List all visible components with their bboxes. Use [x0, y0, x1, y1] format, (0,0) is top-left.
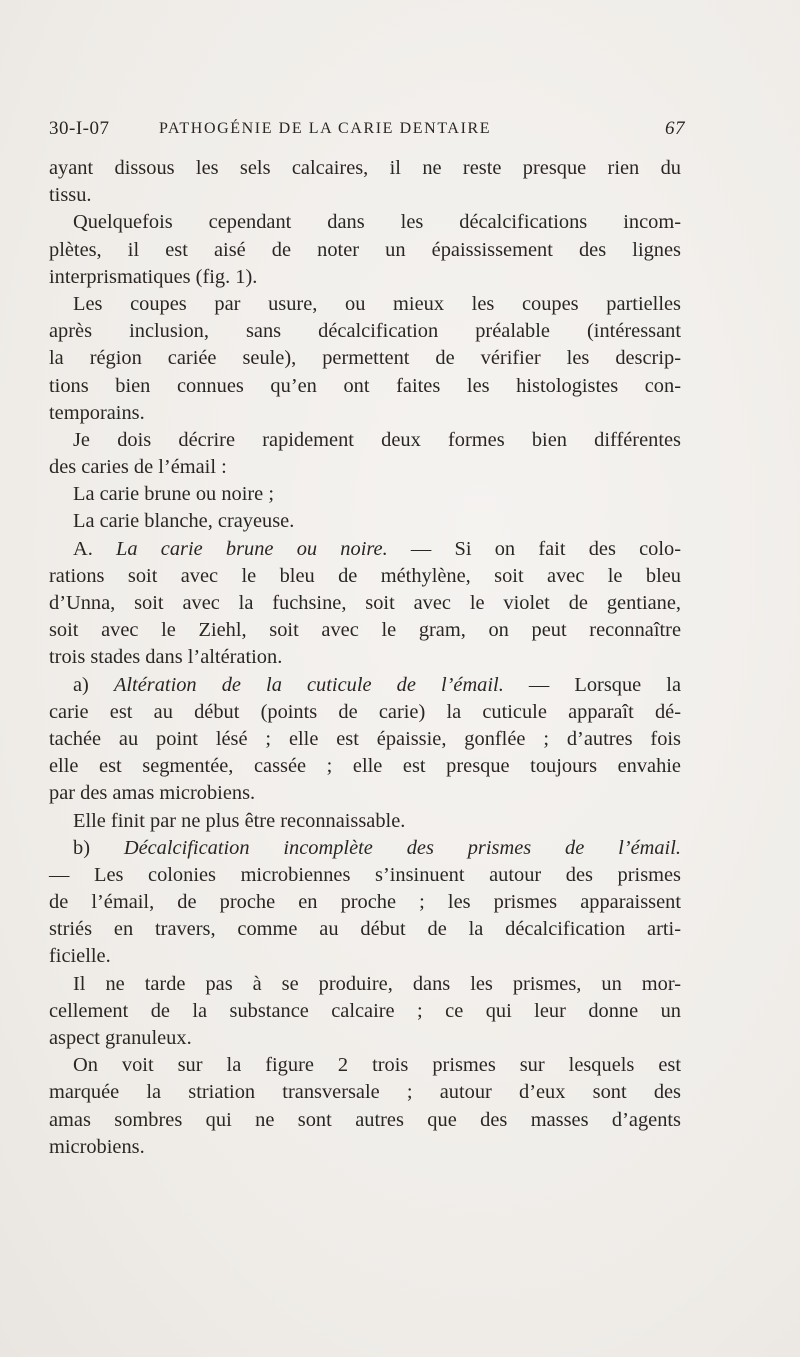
text-line	[49, 835, 681, 862]
text-line	[49, 536, 681, 563]
section-heading-italic: Altération de la cuticule de l’émail.	[113, 673, 504, 696]
text-line: des caries de l’émail :	[49, 456, 227, 479]
text-line: On voit sur la figure 2 trois prismes sur lesquels est	[73, 1054, 681, 1077]
text-line: amas sombres qui ne sont autres que des masses d’agents	[49, 1108, 681, 1131]
text-line: trois stades dans l’altération.	[49, 646, 283, 669]
text-line: elle est segmentée, cassée ; elle est presque toujours envahie	[49, 755, 681, 778]
body-text	[49, 155, 681, 1161]
page-number: 67	[665, 118, 685, 139]
text-line: Les coupes par usure, ou mieux les coupes partielles	[73, 292, 681, 315]
text-line: — Les colonies microbiennes s’insinuent autour des prismes	[49, 863, 681, 886]
text-line: cellement de la substance calcaire ; ce qui leur donne un	[49, 999, 681, 1022]
running-title: PATHOGÉNIE DE LA CARIE DENTAIRE	[159, 120, 492, 137]
text-line: soit avec le Ziehl, soit avec le gram, on peut reconnaître	[49, 619, 681, 642]
line-prefix: A.	[73, 537, 117, 560]
text-line: tions bien connues qu’en ont faites les histologistes con-	[49, 374, 681, 397]
running-header	[49, 118, 685, 144]
text-line: après inclusion, sans décalcification préalable (intéressant	[49, 320, 681, 343]
text-line: Il ne tarde pas à se produire, dans les prismes, un mor-	[73, 972, 681, 995]
text-line: Quelquefois cependant dans les décalcifications incom-	[73, 211, 681, 234]
text-line: Elle finit par ne plus être reconnaissable.	[73, 809, 406, 832]
text-line: plètes, il est aisé de noter un épaississement des lignes	[49, 238, 681, 261]
text-line	[49, 672, 681, 699]
folio-date: 30-I-07	[49, 118, 110, 139]
text-line: ficielle.	[49, 945, 111, 968]
text-line: carie est au début (points de carie) la cuticule apparaît dé-	[49, 700, 681, 723]
text-line: striés en travers, comme au début de la décalcification arti-	[49, 918, 681, 941]
text-line: de l’émail, de proche en proche ; les prismes apparaissent	[49, 891, 681, 914]
text-line: temporains.	[49, 401, 145, 424]
text-line: microbiens.	[49, 1135, 145, 1158]
text-line: La carie blanche, crayeuse.	[73, 510, 295, 533]
text-line: d’Unna, soit avec la fuchsine, soit avec le violet de gentiane,	[49, 592, 681, 614]
line-suffix: — Si on fait des colo-	[387, 537, 682, 560]
line-suffix: — Lorsque la	[503, 673, 681, 696]
text-line: La carie brune ou noire ;	[73, 483, 274, 506]
text-line: la région cariée seule), permettent de vérifier les descrip-	[49, 347, 681, 370]
line-prefix: b)	[73, 836, 124, 859]
text-line: tissu.	[49, 184, 92, 207]
text-line: par des amas microbiens.	[49, 782, 256, 805]
text-line: ayant dissous les sels calcaires, il ne reste presque rien du	[49, 157, 681, 179]
text-line: rations soit avec le bleu de méthylène, soit avec le bleu	[49, 564, 681, 587]
text-line: Je dois décrire rapidement deux formes bien différentes	[73, 428, 681, 451]
line-prefix: a)	[73, 673, 114, 696]
text-line: tachée au point lésé ; elle est épaissie, gonflée ; d’autres fois	[49, 727, 681, 750]
section-heading-italic: Décalcification incomplète des prismes de l’émail.	[123, 836, 681, 859]
section-heading-italic: La carie brune ou noire.	[116, 537, 388, 560]
text-line: aspect granuleux.	[49, 1027, 192, 1049]
text-line: marquée la striation transversale ; autour d’eux sont des	[49, 1081, 681, 1104]
text-line: interprismatiques (fig. 1).	[49, 265, 258, 288]
